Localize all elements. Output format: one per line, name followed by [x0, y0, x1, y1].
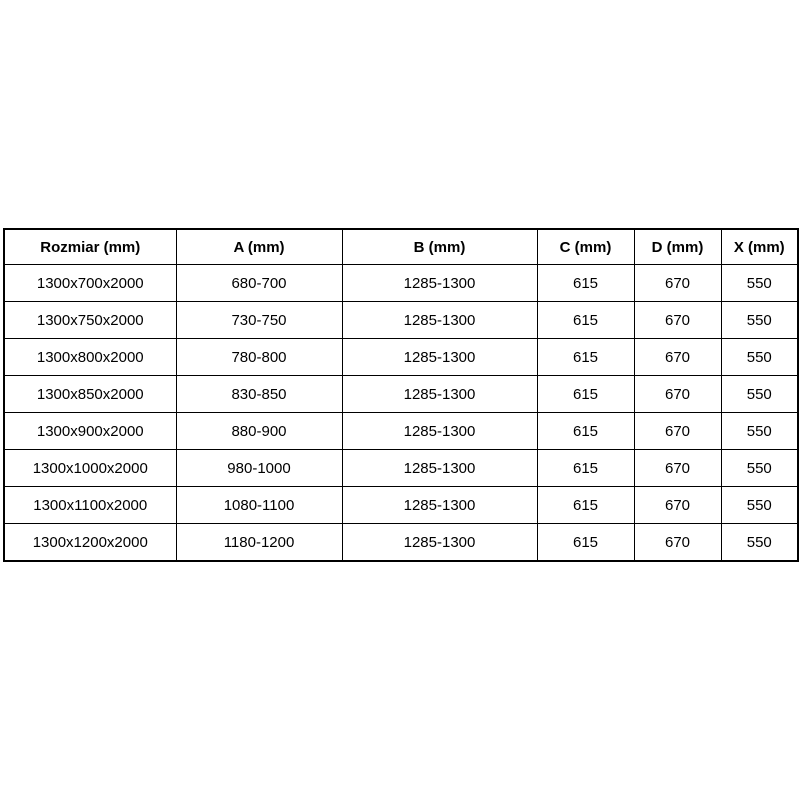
table-cell-rozmiar: 1300x1200x2000	[4, 524, 176, 562]
table-cell-b: 1285-1300	[342, 302, 537, 339]
table-cell-x: 550	[721, 413, 798, 450]
table-cell-x: 550	[721, 524, 798, 562]
table-cell-a: 1180-1200	[176, 524, 342, 562]
size-spec-table	[3, 228, 799, 562]
column-header-b: B (mm)	[342, 229, 537, 265]
table-cell-c: 615	[537, 413, 634, 450]
table-cell-rozmiar: 1300x800x2000	[4, 339, 176, 376]
table-cell-d: 670	[634, 339, 721, 376]
column-header-x: X (mm)	[721, 229, 798, 265]
table-cell-b: 1285-1300	[342, 413, 537, 450]
table-cell-a: 880-900	[176, 413, 342, 450]
table-cell-c: 615	[537, 487, 634, 524]
table-cell-x: 550	[721, 450, 798, 487]
table-cell-d: 670	[634, 524, 721, 562]
table-cell-a: 830-850	[176, 376, 342, 413]
table-cell-c: 615	[537, 265, 634, 302]
table-cell-b: 1285-1300	[342, 339, 537, 376]
table-row	[4, 265, 798, 302]
table-cell-d: 670	[634, 376, 721, 413]
table-cell-a: 780-800	[176, 339, 342, 376]
column-header-a: A (mm)	[176, 229, 342, 265]
table-row	[4, 376, 798, 413]
table-cell-d: 670	[634, 265, 721, 302]
table-row	[4, 302, 798, 339]
table-cell-b: 1285-1300	[342, 376, 537, 413]
table-cell-rozmiar: 1300x1000x2000	[4, 450, 176, 487]
table-cell-c: 615	[537, 339, 634, 376]
table-cell-x: 550	[721, 265, 798, 302]
table-body	[4, 265, 798, 562]
table-row	[4, 450, 798, 487]
table-cell-c: 615	[537, 450, 634, 487]
table-cell-c: 615	[537, 524, 634, 562]
table-cell-d: 670	[634, 302, 721, 339]
table-row	[4, 524, 798, 562]
table-cell-rozmiar: 1300x700x2000	[4, 265, 176, 302]
table-cell-d: 670	[634, 450, 721, 487]
table-cell-a: 730-750	[176, 302, 342, 339]
table-cell-a: 1080-1100	[176, 487, 342, 524]
table-cell-c: 615	[537, 302, 634, 339]
table-cell-b: 1285-1300	[342, 450, 537, 487]
table-cell-b: 1285-1300	[342, 265, 537, 302]
table-row	[4, 339, 798, 376]
table-header-row	[4, 229, 798, 265]
table-cell-x: 550	[721, 302, 798, 339]
table-cell-b: 1285-1300	[342, 487, 537, 524]
table-row	[4, 413, 798, 450]
table-cell-x: 550	[721, 376, 798, 413]
table-row	[4, 487, 798, 524]
column-header-d: D (mm)	[634, 229, 721, 265]
table-cell-rozmiar: 1300x750x2000	[4, 302, 176, 339]
table-cell-a: 680-700	[176, 265, 342, 302]
table-cell-a: 980-1000	[176, 450, 342, 487]
table-cell-d: 670	[634, 413, 721, 450]
table-cell-rozmiar: 1300x900x2000	[4, 413, 176, 450]
table-cell-rozmiar: 1300x1100x2000	[4, 487, 176, 524]
table-cell-x: 550	[721, 487, 798, 524]
column-header-c: C (mm)	[537, 229, 634, 265]
table-cell-b: 1285-1300	[342, 524, 537, 562]
table-cell-rozmiar: 1300x850x2000	[4, 376, 176, 413]
table-cell-d: 670	[634, 487, 721, 524]
table-cell-x: 550	[721, 339, 798, 376]
column-header-rozmiar: Rozmiar (mm)	[4, 229, 176, 265]
table-cell-c: 615	[537, 376, 634, 413]
